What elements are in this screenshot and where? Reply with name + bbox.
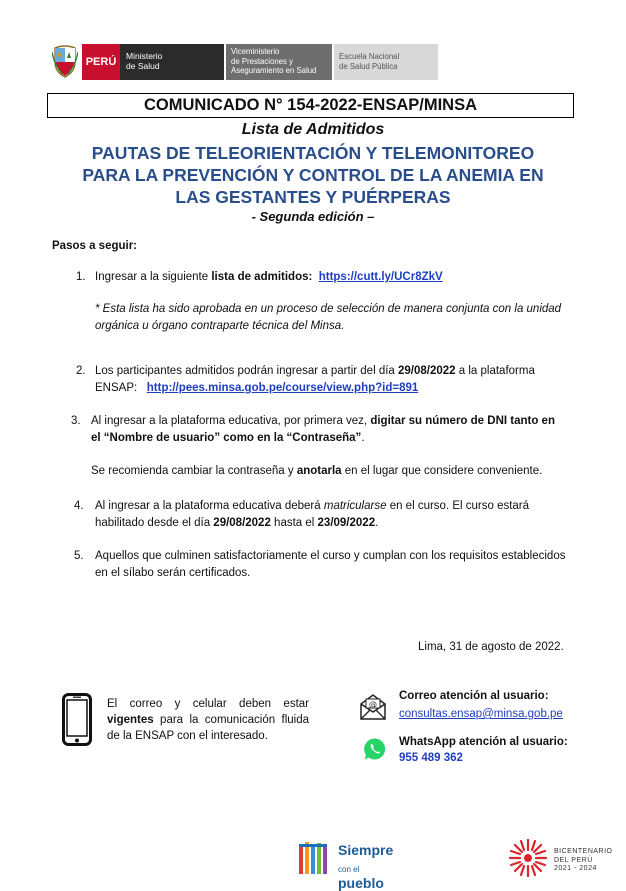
- email-link[interactable]: consultas.ensap@minsa.gob.pe: [399, 708, 563, 720]
- bicentenario-rosette-icon: [506, 836, 550, 880]
- email-icon: [359, 693, 387, 721]
- escuela-logo: Escuela Nacional de Salud Pública: [334, 44, 438, 80]
- comunicado-title: COMUNICADO N° 154-2022-ENSAP/MINSA: [47, 93, 574, 118]
- viceministerio-logo: Viceministerio de Prestaciones y Aseguramiento en Salud: [226, 44, 332, 80]
- step-3-recommendation: Se recomienda cambiar la contraseña y anotarla en el lugar que considere conveniente.: [91, 465, 543, 477]
- step-2-text: Los participantes admitidos podrán ingresar a partir del día 29/08/2022 a la plataforma ENSAP: http://pees.minsa.gob.pe/course/view.php?id=891: [95, 365, 535, 394]
- step-3-number: 3.: [71, 415, 81, 427]
- step-1-text: Ingresar a la siguiente lista de admitidos: https://cutt.ly/UCr8ZkV: [95, 271, 443, 283]
- mobile-phone-icon: [62, 693, 92, 746]
- peru-logo: PERÚ: [82, 44, 120, 80]
- ministerio-logo: Ministerio de Salud: [120, 44, 224, 80]
- whatsapp-title: WhatsApp atención al usuario:: [399, 736, 568, 748]
- step-1-number: 1.: [76, 271, 86, 283]
- svg-text:@: @: [369, 700, 377, 709]
- bicentenario-logo: BICENTENARIO DEL PERÚ 2021 - 2024: [506, 836, 616, 880]
- course-platform-link[interactable]: http://pees.minsa.gob.pe/course/view.php?id=891: [146, 382, 419, 394]
- step-5-text: Aquellos que culminen satisfactoriamente el curso y cumplan con los requisitos establecidos en el sílabo serán certificados.: [95, 550, 566, 579]
- whatsapp-number: 955 489 362: [399, 752, 463, 764]
- siempre-con-el-pueblo-logo: Siempre con el pueblo: [298, 838, 408, 878]
- step-2-number: 2.: [76, 365, 86, 377]
- people-stripes-icon: [298, 840, 334, 876]
- lista-subtitle: Lista de Admitidos: [241, 121, 385, 138]
- contact-note: El correo y celular deben estar vigentes para la comunicación fluida de la ENSAP con el interesado.: [107, 698, 309, 742]
- step-4-number: 4.: [74, 500, 84, 512]
- steps-heading: Pasos a seguir:: [52, 240, 138, 252]
- email-title: Correo atención al usuario:: [399, 690, 549, 702]
- date-place: Lima, 31 de agosto de 2022.: [418, 641, 564, 653]
- admitted-list-link[interactable]: https://cutt.ly/UCr8ZkV: [318, 271, 443, 283]
- step-4-text: Al ingresar a la plataforma educativa deberá matricularse en el curso. El curso estará habilitado desde el día 29/08/2022 hasta el 23/09/2022.: [95, 500, 530, 529]
- coat-of-arms-icon: [52, 44, 78, 78]
- step-1-note: * Esta lista ha sido aprobada en un proceso de selección de manera conjunta con la unidad orgánica u órgano contraparte técnica del Minsa.: [95, 303, 562, 332]
- course-title: PAUTAS DE TELEORIENTACIÓN Y TELEMONITOREO PARA LA PREVENCIÓN Y CONTROL DE LA ANEMIA EN LAS GESTANTES Y PUÉRPERAS: [82, 143, 544, 207]
- header-logos: [52, 44, 438, 80]
- whatsapp-icon: [363, 737, 387, 761]
- step-3-text: Al ingresar a la plataforma educativa, por primera vez, digitar su número de DNI tanto en el “Nombre de usuario” como en la “Contraseña”.: [91, 415, 555, 444]
- edition-label: - Segunda edición –: [251, 209, 375, 224]
- step-5-number: 5.: [74, 550, 84, 562]
